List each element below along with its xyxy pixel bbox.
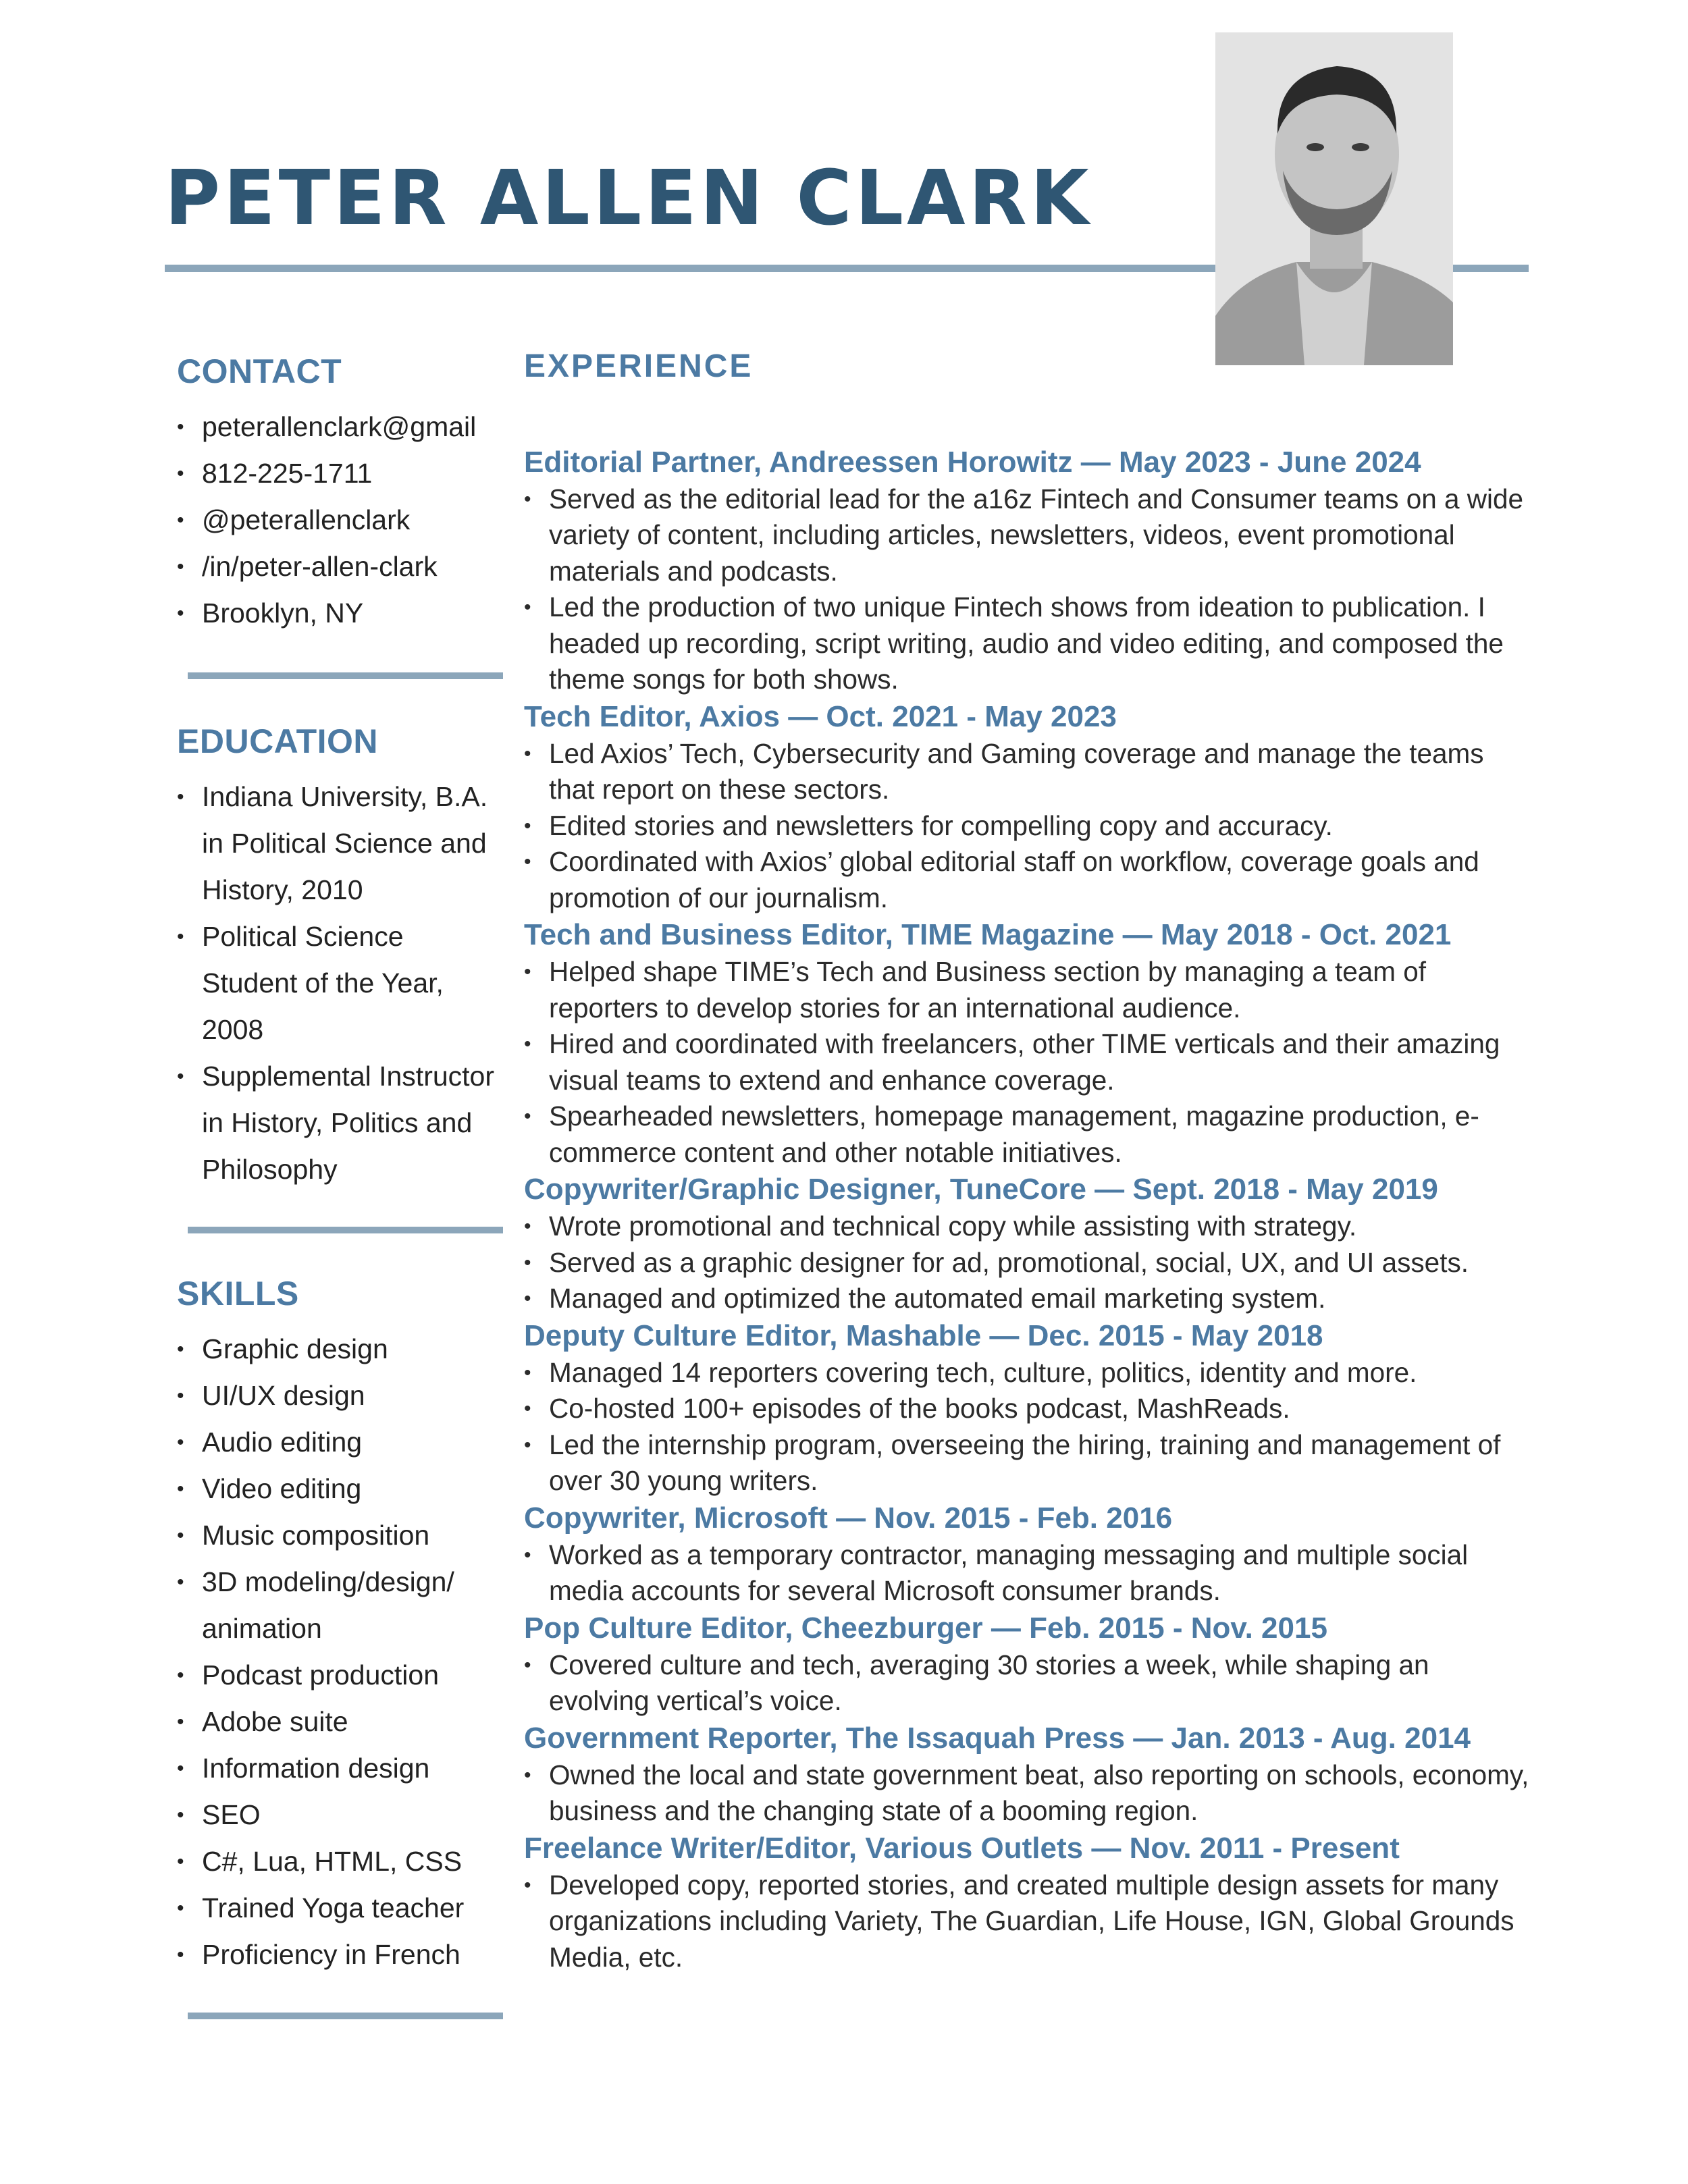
education-divider (188, 1227, 503, 1233)
education-list (177, 774, 501, 1193)
job-title: Copywriter, Microsoft — Nov. 2015 - Feb. 2016 (524, 1501, 1173, 1535)
skill-item: • Music composition (177, 1512, 494, 1559)
job-bullet: • Managed 14 reporters covering tech, culture, politics, identity and more. (524, 1355, 1530, 1391)
candidate-name: PETER ALLEN CLARK (165, 155, 1092, 242)
contact-location: • Brooklyn, NY (177, 590, 515, 637)
job-bullets (524, 1537, 1530, 1609)
contact-divider (188, 672, 503, 679)
skill-item: • 3D modeling/design/ animation (177, 1559, 494, 1652)
skill-item: • SEO (177, 1792, 494, 1838)
experience-section (524, 347, 1530, 1975)
job-title: Government Reporter, The Issaquah Press — Jan. 2013 - Aug. 2014 (524, 1721, 1471, 1755)
experience-heading: EXPERIENCE (524, 348, 754, 384)
education-item: • Political Science Student of the Year, 2008 (177, 913, 501, 1053)
job-bullet: • Coordinated with Axios’ global editorial staff on workflow, coverage goals and promotion of our journalism. (524, 844, 1530, 916)
job-bullet: • Developed copy, reported stories, and created multiple design assets for many organizations including Variety, The Guardian, Life House, IGN, Global Grounds Media, etc. (524, 1867, 1530, 1976)
job-entry (524, 1317, 1530, 1499)
contact-linkedin: • /in/peter-allen-clark (177, 543, 515, 590)
job-entry (524, 1720, 1530, 1830)
job-bullets (524, 954, 1530, 1171)
job-bullets (524, 1867, 1530, 1976)
contact-section (177, 351, 515, 637)
job-entry (524, 1609, 1530, 1720)
job-title: Tech and Business Editor, TIME Magazine — May 2018 - Oct. 2021 (524, 918, 1452, 952)
job-bullets (524, 1647, 1530, 1720)
job-bullet: • Served as a graphic designer for ad, promotional, social, UX, and UI assets. (524, 1245, 1530, 1281)
contact-list (177, 404, 515, 637)
job-bullets (524, 1757, 1530, 1830)
skills-section (177, 1273, 515, 1978)
contact-email: • peterallenclark@gmail (177, 404, 515, 450)
contact-phone: • 812-225-1711 (177, 450, 515, 497)
job-bullets (524, 481, 1530, 698)
profile-photo (1215, 32, 1453, 365)
skill-item: • Audio editing (177, 1419, 494, 1466)
skills-heading: SKILLS (177, 1275, 299, 1312)
skill-item: • Proficiency in French (177, 1932, 494, 1978)
skill-item: • Adobe suite (177, 1699, 494, 1745)
job-bullet: • Wrote promotional and technical copy while assisting with strategy. (524, 1208, 1530, 1245)
job-bullets (524, 1208, 1530, 1317)
contact-handle: • @peterallenclark (177, 497, 515, 543)
job-bullet: • Led the internship program, overseeing the hiring, training and management of over 30 young writers. (524, 1427, 1530, 1499)
job-entry (524, 1499, 1530, 1609)
skill-item: • Podcast production (177, 1652, 494, 1699)
skill-item: • C#, Lua, HTML, CSS (177, 1838, 494, 1885)
education-item: • Indiana University, B.A. in Political Science and History, 2010 (177, 774, 501, 913)
job-bullet: • Worked as a temporary contractor, managing messaging and multiple social media accounts for several Microsoft consumer brands. (524, 1537, 1530, 1609)
job-title: Pop Culture Editor, Cheezburger — Feb. 2015 - Nov. 2015 (524, 1611, 1327, 1645)
contact-heading: CONTACT (177, 352, 342, 390)
skill-item: • UI/UX design (177, 1373, 494, 1419)
skills-divider (188, 2013, 503, 2019)
education-section (177, 721, 515, 1193)
job-bullet: • Spearheaded newsletters, homepage management, magazine production, e-commerce content and other notable initiatives. (524, 1098, 1530, 1171)
job-bullet: • Helped shape TIME’s Tech and Business section by managing a team of reporters to develop stories for an international audience. (524, 954, 1530, 1026)
job-bullet: • Co-hosted 100+ episodes of the books podcast, MashReads. (524, 1391, 1530, 1427)
job-bullet: • Hired and coordinated with freelancers, other TIME verticals and their amazing visual teams to extend and enhance coverage. (524, 1026, 1530, 1098)
education-item: • Supplemental Instructor in History, Politics and Philosophy (177, 1053, 501, 1193)
portrait-illustration (1215, 32, 1453, 365)
education-heading: EDUCATION (177, 722, 379, 760)
skills-list (177, 1326, 494, 1978)
job-bullet: • Led the production of two unique Fintech shows from ideation to publication. I headed up recording, script writing, audio and video editing, and composed the theme songs for both shows. (524, 589, 1530, 698)
job-title: Deputy Culture Editor, Mashable — Dec. 2015 - May 2018 (524, 1319, 1323, 1352)
job-entry (524, 1830, 1530, 1976)
skill-item: • Trained Yoga teacher (177, 1885, 494, 1932)
job-bullet: • Served as the editorial lead for the a16z Fintech and Consumer teams on a wide variety of content, including articles, newsletters, videos, event promotional materials and podcasts. (524, 481, 1530, 590)
job-entry (524, 698, 1530, 917)
job-title: Tech Editor, Axios — Oct. 2021 - May 2023 (524, 699, 1117, 733)
job-title: Editorial Partner, Andreessen Horowitz — May 2023 - June 2024 (524, 445, 1421, 479)
skill-item: • Graphic design (177, 1326, 494, 1373)
job-bullet: • Managed and optimized the automated email marketing system. (524, 1281, 1530, 1317)
skill-item: • Information design (177, 1745, 494, 1792)
job-title: Freelance Writer/Editor, Various Outlets — Nov. 2011 - Present (524, 1831, 1400, 1865)
job-entry (524, 444, 1530, 698)
skill-item: • Video editing (177, 1466, 494, 1512)
job-bullets (524, 1355, 1530, 1499)
job-bullet: • Owned the local and state government beat, also reporting on schools, economy, business and the changing state of a booming region. (524, 1757, 1530, 1830)
job-entry (524, 916, 1530, 1171)
job-bullet: • Led Axios’ Tech, Cybersecurity and Gaming coverage and manage the teams that report on these sectors. (524, 736, 1530, 808)
job-bullets (524, 736, 1530, 917)
job-entry (524, 1171, 1530, 1317)
job-bullet: • Covered culture and tech, averaging 30 stories a week, while shaping an evolving vertical’s voice. (524, 1647, 1530, 1720)
job-title: Copywriter/Graphic Designer, TuneCore — Sept. 2018 - May 2019 (524, 1173, 1438, 1206)
job-bullet: • Edited stories and newsletters for compelling copy and accuracy. (524, 808, 1530, 845)
